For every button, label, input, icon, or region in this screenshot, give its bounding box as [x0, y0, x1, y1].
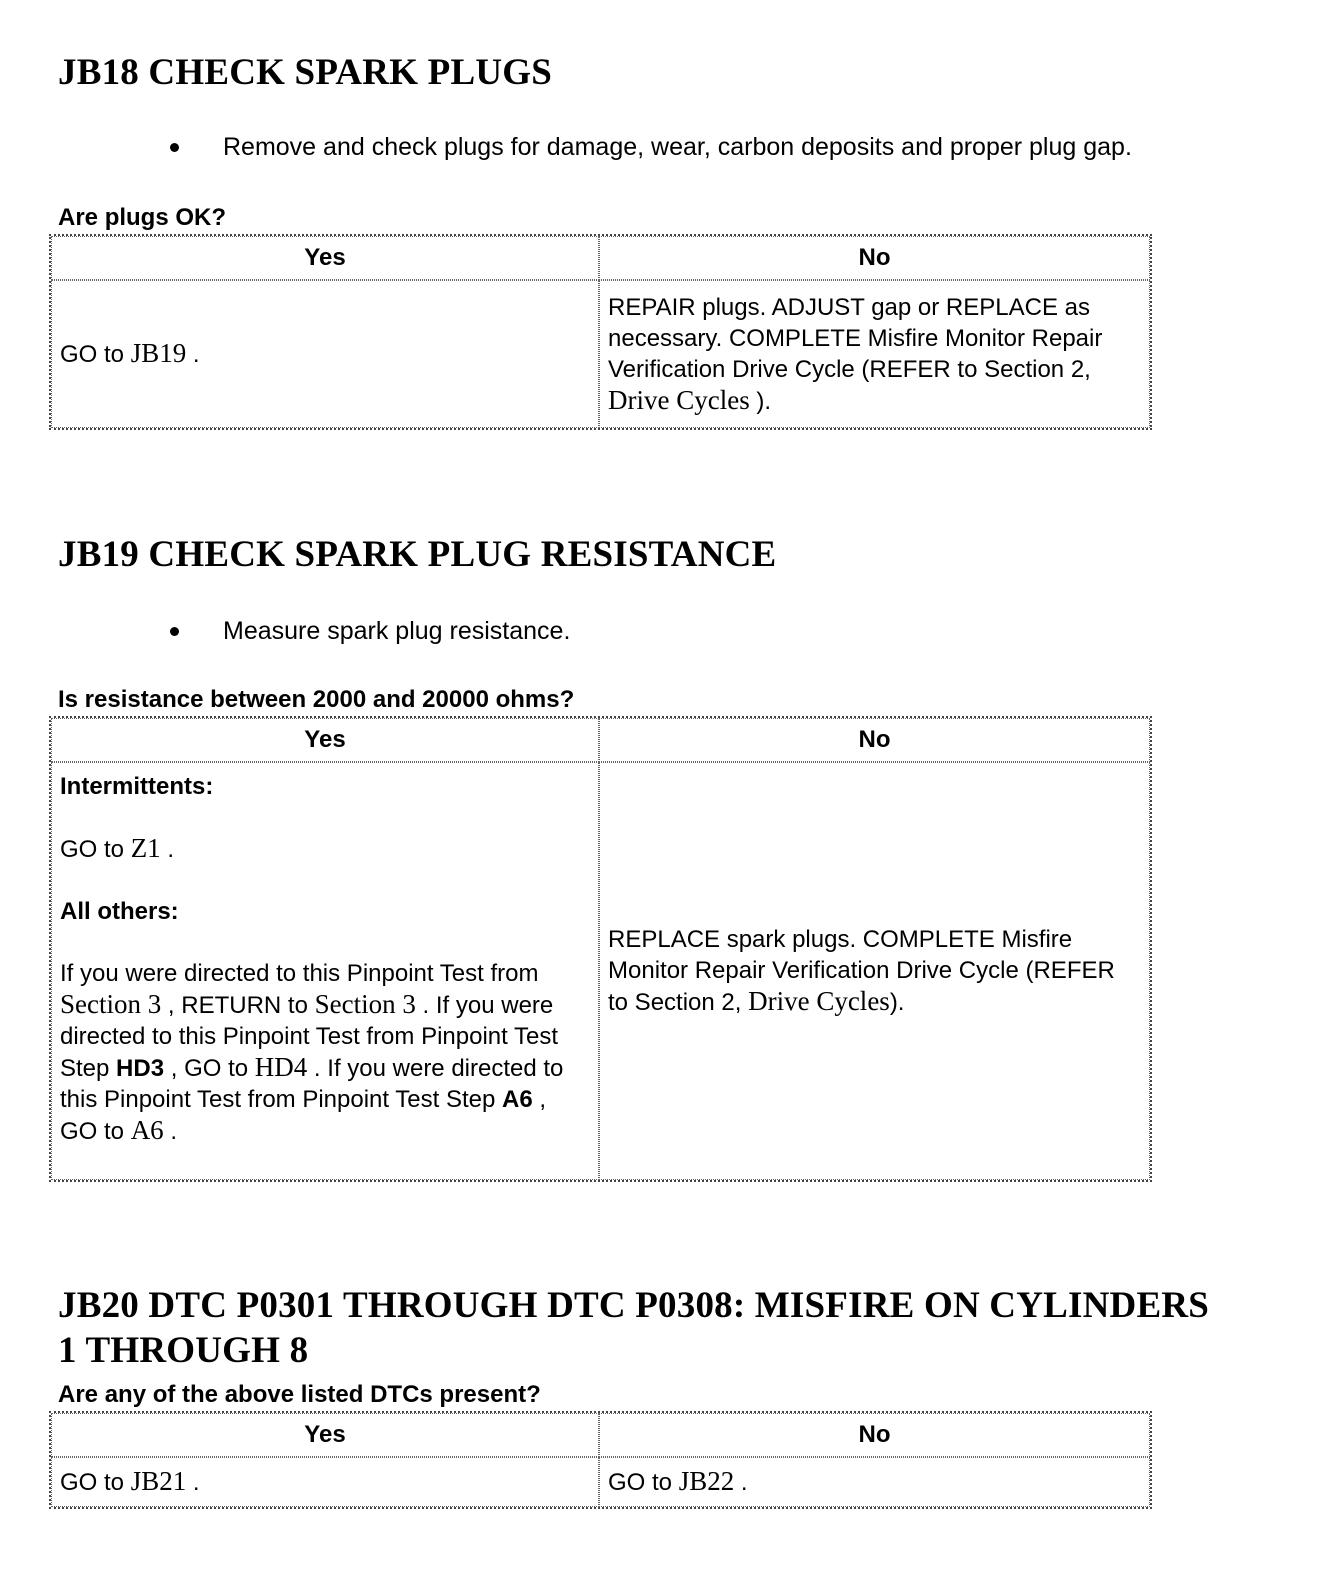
jb19-bullet-item	[170, 616, 570, 646]
yes-header: Yes	[51, 718, 599, 762]
jb18-yes-cell	[51, 280, 599, 428]
no-text: REPAIR plugs. ADJUST gap or REPLACE as necessary. COMPLETE Misfire Monitor Repair Verification Drive Cycle (REFER to Section 2,	[608, 293, 1103, 383]
jb19-yes-cell	[51, 762, 599, 1180]
jb19-bullet-text: Measure spark plug resistance.	[223, 617, 571, 645]
jb20-no-cell	[599, 1457, 1150, 1507]
jb18-bullet-item	[170, 132, 1132, 162]
intermittents-action: GO to Z1 .	[60, 833, 175, 863]
jb18-question: Are plugs OK?	[58, 204, 227, 231]
jb20-question: Are any of the above listed DTCs present?	[58, 1381, 541, 1408]
jb19-question: Is resistance between 2000 and 20000 ohms?	[58, 686, 575, 713]
link-hd4[interactable]: HD4	[254, 1052, 308, 1082]
all-others-text: If you were directed to this Pinpoint Test from Section 3 , RETURN to Section 3 . If you were directed to this Pinpoint Test from Pinpoint Test Step HD3 , GO to HD4 . If you were directed to this Pinpoint Test from Pinpoint Test Step A6 , GO to A6 .	[60, 960, 564, 1145]
no-header: No	[599, 1413, 1150, 1457]
jb20-title	[58, 1283, 1209, 1373]
jb19-title: JB19 CHECK SPARK PLUG RESISTANCE	[58, 534, 777, 575]
link-jb19[interactable]: JB19	[130, 338, 187, 368]
no-suffix: ).	[749, 387, 772, 415]
jb20-yes-cell	[51, 1457, 599, 1507]
link-section-3-return[interactable]: Section 3	[314, 989, 416, 1019]
jb20-title-line1: JB20 DTC P0301 THROUGH DTC P0308: MISFIRE ON CYLINDERS	[58, 1285, 1210, 1326]
bullet-icon	[170, 627, 179, 636]
jb19-table	[49, 716, 1152, 1182]
bullet-icon	[170, 143, 179, 152]
yes-suffix: .	[186, 341, 200, 368]
link-z1[interactable]: Z1	[130, 833, 161, 863]
jb20-table	[49, 1411, 1152, 1509]
all-others-label: All others:	[60, 898, 179, 925]
no-header: No	[599, 236, 1150, 280]
jb18-no-cell	[599, 280, 1150, 428]
jb18-title: JB18 CHECK SPARK PLUGS	[58, 52, 553, 93]
link-jb21[interactable]: JB21	[130, 1466, 187, 1496]
yes-suffix: .	[186, 1469, 200, 1496]
jb19-no-cell	[599, 762, 1150, 1180]
yes-text: GO to	[60, 341, 131, 368]
yes-text: GO to	[60, 1469, 131, 1496]
jb20-title-line2: 1 THROUGH 8	[58, 1330, 309, 1371]
no-suffix: .	[734, 1469, 748, 1496]
link-drive-cycles[interactable]: Drive Cycles	[608, 384, 750, 415]
no-suffix: ).	[889, 989, 905, 1016]
jb18-bullet-text: Remove and check plugs for damage, wear, carbon deposits and proper plug gap.	[223, 133, 1132, 161]
no-text: GO to	[608, 1469, 679, 1496]
link-section-3[interactable]: Section 3	[60, 989, 162, 1019]
link-drive-cycles[interactable]: Drive Cycles	[748, 986, 890, 1016]
link-a6[interactable]: A6	[130, 1115, 164, 1145]
no-header: No	[599, 718, 1150, 762]
jb18-table	[49, 234, 1152, 430]
intermittents-label: Intermittents:	[60, 773, 214, 800]
yes-header: Yes	[51, 236, 599, 280]
link-jb22[interactable]: JB22	[678, 1466, 735, 1496]
no-text: REPLACE spark plugs. COMPLETE Misfire Monitor Repair Verification Drive Cycle (REFER to Section 2,	[608, 926, 1115, 1016]
yes-header: Yes	[51, 1413, 599, 1457]
